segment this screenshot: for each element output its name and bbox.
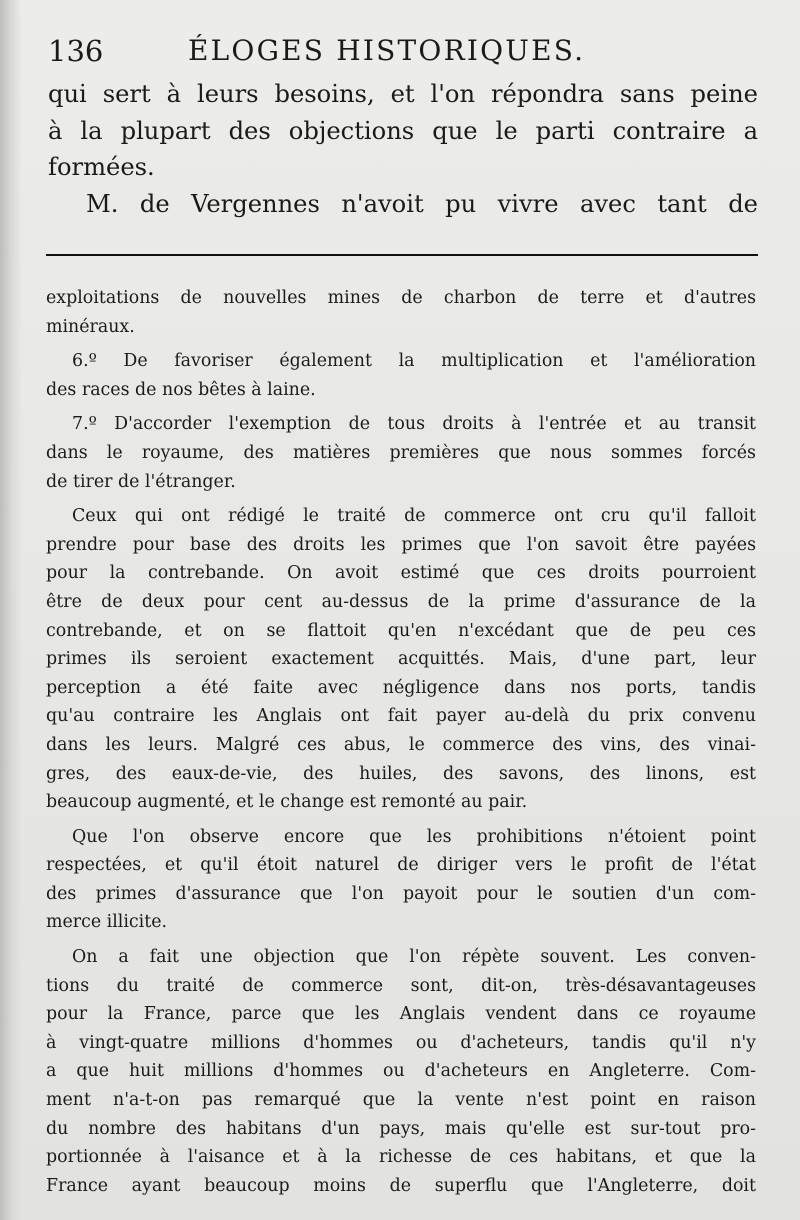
footnote-line: gres, des eaux-de-vie, des huiles, des savons, des linons, est: [46, 763, 756, 784]
footnote-separator-rule: [46, 254, 758, 256]
footnote-line: perception a été faite avec négligence dans nos ports, tandis: [46, 677, 756, 698]
footnote-line: qu'au contraire les Anglais ont fait payer au-delà du prix convenu: [46, 706, 756, 727]
footnote-line: contrebande, et on se flattoit qu'en n'excédant que de peu ces: [46, 620, 756, 641]
footnote-line: portionnée à l'aisance et à la richesse de ces habitans, et que la: [46, 1147, 756, 1168]
footnote-line: pour la France, parce que les Anglais vendent dans ce royaume: [46, 1004, 756, 1025]
main-text-line: M. de Vergennes n'avoit pu vivre avec tant de: [86, 189, 758, 218]
footnote-line: 6.º De favoriser également la multiplication et l'amélioration: [72, 351, 756, 372]
footnote-line: Ceux qui ont rédigé le traité de commerce ont cru qu'il falloit: [72, 506, 756, 527]
footnote-line: merce illicite.: [46, 912, 168, 933]
footnote-line: respectées, et qu'il étoit naturel de diriger vers le profit de l'état: [46, 855, 756, 876]
footnote-line: France ayant beaucoup moins de superflu que l'Angleterre, doit: [46, 1175, 756, 1196]
main-text-line: formées.: [48, 153, 155, 181]
footnote-line: des races de nos bêtes à laine.: [46, 379, 316, 400]
main-text-block: [48, 76, 758, 222]
footnote-line: beaucoup augmenté, et le change est remonté au pair.: [46, 792, 528, 813]
main-text-line: à la plupart des objections que le parti contraire a: [48, 116, 758, 145]
footnote-line: prendre pour base des droits les primes que l'on savoit être payées: [46, 534, 756, 555]
footnote-line: a que huit millions d'hommes ou d'acheteurs en Angleterre. Com-: [46, 1061, 756, 1082]
footnote-line: On a fait une objection que l'on répète souvent. Les conven-: [72, 947, 756, 968]
footnote-line: Que l'on observe encore que les prohibitions n'étoient point: [72, 826, 756, 847]
footnote-text-block: [46, 284, 756, 1200]
footnote-line: primes ils seroient exactement acquittés. Mais, d'une part, leur: [46, 649, 756, 670]
footnote-line: minéraux.: [46, 316, 135, 337]
footnote-line: pour la contrebande. On avoit estimé que ces droits pourroient: [46, 563, 756, 584]
footnote-line: exploitations de nouvelles mines de charbon de terre et d'autres: [46, 288, 756, 308]
footnote-line: dans le royaume, des matières premières que nous sommes forcés: [46, 442, 756, 463]
main-text-line: qui sert à leurs besoins, et l'on répondra sans peine: [48, 80, 758, 108]
footnote-line: des primes d'assurance que l'on payoit pour le soutien d'un com-: [46, 883, 756, 904]
footnote-line: de tirer de l'étranger.: [46, 471, 236, 492]
footnote-line: 7.º D'accorder l'exemption de tous droits à l'entrée et au transit: [72, 414, 756, 435]
page-number: 136: [48, 34, 104, 68]
footnote-line: tions du traité de commerce sont, dit-on, très-désavantageuses: [46, 975, 756, 996]
footnote-line: du nombre des habitans d'un pays, mais qu'elle est sur-tout pro-: [46, 1118, 756, 1139]
running-title: ÉLOGES HISTORIQUES.: [188, 34, 586, 67]
page-header: [48, 34, 768, 74]
footnote-line: être de deux pour cent au-dessus de la prime d'assurance de la: [46, 591, 756, 612]
footnote-line: à vingt-quatre millions d'hommes ou d'acheteurs, tandis qu'il n'y: [46, 1032, 756, 1053]
footnote-line: ment n'a-t-on pas remarqué que la vente n'est point en raison: [46, 1090, 756, 1111]
page-gutter-shadow: [0, 0, 22, 1220]
footnote-line: dans les leurs. Malgré ces abus, le commerce des vins, des vinai-: [46, 734, 756, 755]
